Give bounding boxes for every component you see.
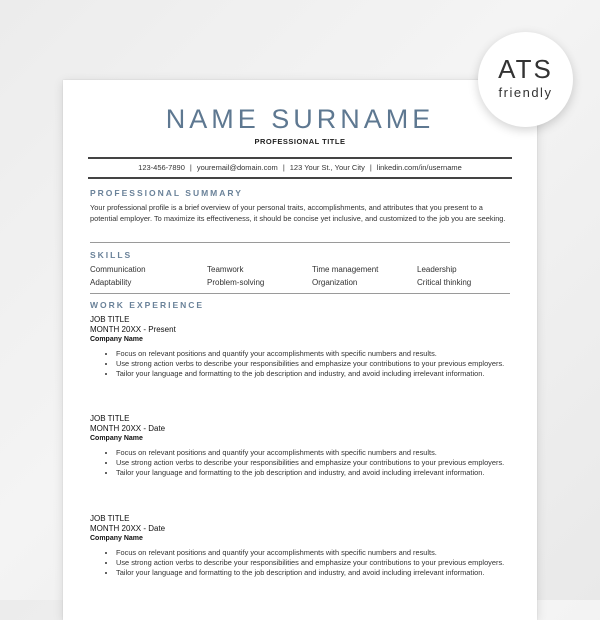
contact-separator: | [282, 163, 285, 172]
section-divider [90, 293, 510, 294]
job-company: Company Name [90, 435, 143, 442]
job-bullet: • Tailor your language and formatting to the job description and industry, and avoid including irrelevant information. [116, 369, 510, 379]
job-bullet: • Use strong action verbs to describe your responsibilities and emphasize your contributions to your previous employers. [116, 458, 510, 468]
summary-text: Your professional profile is a brief overview of your personal traits, accomplishments, and attributes that you present to a potential employer. To maximize its effectiveness, it should be concise yet inclusive, and customized to the job you are seeking. [90, 203, 506, 223]
contact-bar [88, 157, 512, 179]
badge-main-text: ATS [498, 54, 553, 84]
job-bullet: • Tailor your language and formatting to the job description and industry, and avoid including irrelevant information. [116, 568, 510, 578]
job-bullets [90, 548, 510, 578]
skill-item: Adaptability [90, 278, 132, 287]
experience-heading: WORK EXPERIENCE [90, 300, 205, 310]
ats-friendly-badge [478, 32, 573, 127]
badge-sub-text: friendly [498, 85, 553, 100]
skill-item: Time management [312, 265, 379, 274]
contact-email: youremail@domain.com [196, 163, 278, 172]
job-title: JOB TITLE [90, 514, 130, 523]
professional-title: PROFESSIONAL TITLE [254, 137, 346, 146]
job-dates: MONTH 20XX - Date [90, 424, 166, 433]
summary-heading: PROFESSIONAL SUMMARY [90, 188, 243, 198]
job-bullet: • Focus on relevant positions and quantify your accomplishments with specific numbers and results. [116, 548, 510, 558]
contact-separator: | [189, 163, 192, 172]
job-bullet: • Tailor your language and formatting to the job description and industry, and avoid including irrelevant information. [116, 468, 510, 478]
job-bullets [90, 448, 510, 478]
skill-item: Organization [312, 278, 358, 287]
skill-item: Communication [90, 265, 146, 274]
skill-item: Teamwork [207, 265, 244, 274]
contact-address: 123 Your St., Your City [289, 163, 365, 172]
skill-item: Leadership [417, 265, 457, 274]
job-dates: MONTH 20XX - Date [90, 524, 166, 533]
skill-item: Critical thinking [417, 278, 472, 287]
skills-heading: SKILLS [90, 250, 133, 260]
job-title: JOB TITLE [90, 315, 130, 324]
resume-name: NAME SURNAME [165, 104, 435, 134]
contact-linkedin: linkedin.com/in/username [376, 163, 462, 172]
job-bullets [90, 349, 510, 379]
skill-item: Problem-solving [207, 278, 265, 287]
job-bullet: • Use strong action verbs to describe your responsibilities and emphasize your contributions to your previous employers. [116, 359, 510, 369]
job-bullet: • Use strong action verbs to describe your responsibilities and emphasize your contributions to your previous employers. [116, 558, 510, 568]
job-company: Company Name [90, 336, 143, 343]
job-entry [90, 514, 510, 578]
job-title: JOB TITLE [90, 414, 130, 423]
job-entry [90, 414, 510, 478]
contact-phone: 123-456-7890 [138, 163, 185, 172]
section-divider [90, 242, 510, 243]
job-company: Company Name [90, 535, 143, 542]
job-bullet: • Focus on relevant positions and quantify your accomplishments with specific numbers and results. [116, 448, 510, 458]
contact-separator: | [369, 163, 372, 172]
job-entry [90, 315, 510, 379]
resume-page [63, 80, 537, 620]
job-dates: MONTH 20XX - Present [90, 325, 176, 334]
job-bullet: • Focus on relevant positions and quantify your accomplishments with specific numbers and results. [116, 349, 510, 359]
